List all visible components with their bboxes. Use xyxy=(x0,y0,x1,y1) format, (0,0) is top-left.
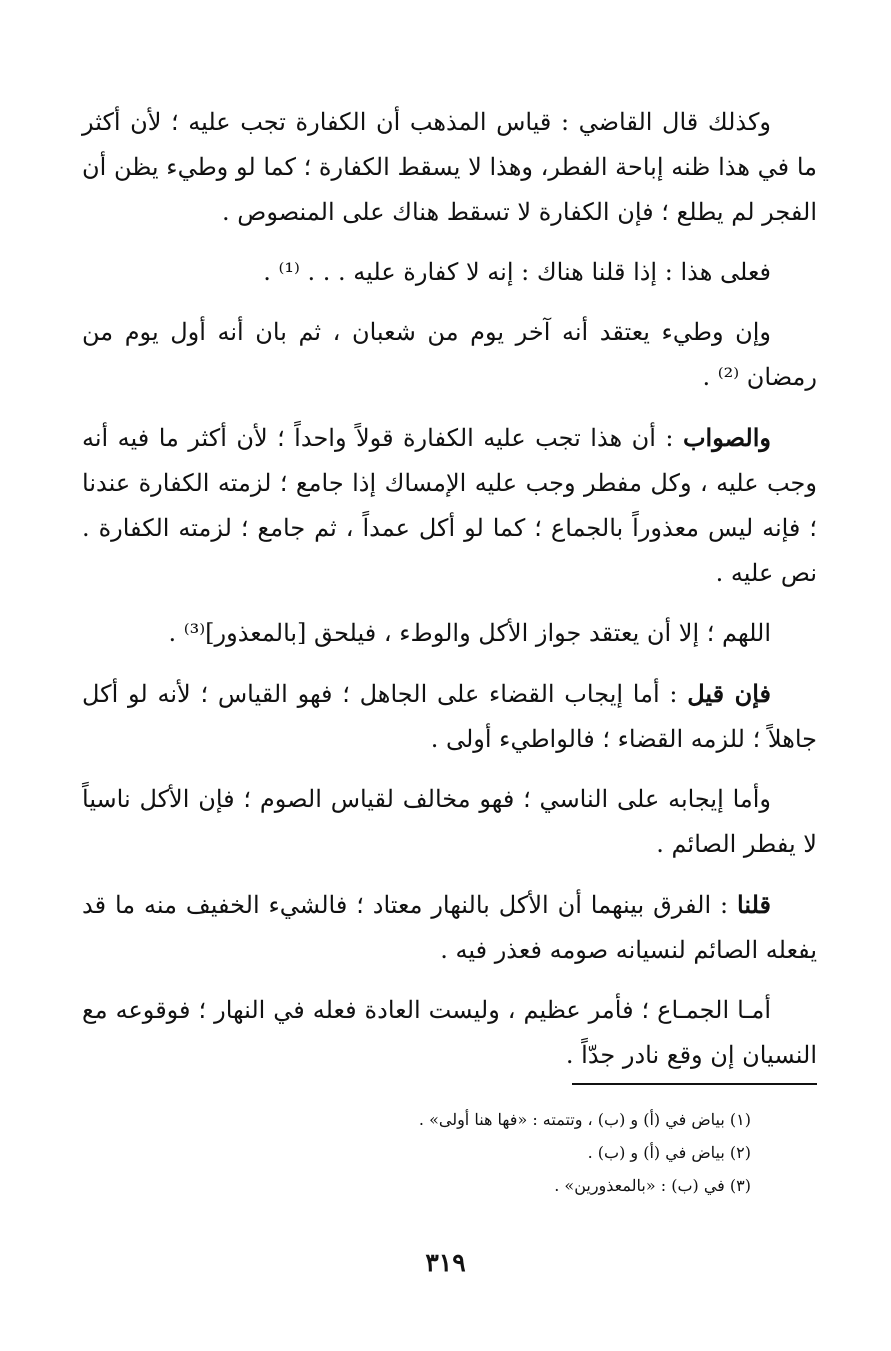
paragraph-8 xyxy=(82,882,817,973)
paragraph-3-text: وإن وطيء يعتقد أنه آخر يوم من شعبان ، ثم بان أنه أول يوم من رمضان ⁽²⁾ . xyxy=(82,318,817,391)
paragraph-4 xyxy=(82,415,817,596)
footnotes xyxy=(191,1103,751,1202)
paragraph-8-lead: قلنا xyxy=(737,890,771,919)
footnote-2: (٢) بياض في (أ) و (ب) . xyxy=(587,1143,751,1162)
paragraph-9 xyxy=(82,988,817,1078)
page-number: ٣١٩ xyxy=(425,1248,466,1277)
paragraph-1-text: وكذلك قال القاضي : قياس المذهب أن الكفارة تجب عليه ؛ لأن أكثر ما في هذا ظنه إباحة الفطر، وهذا لا يسقط الكفارة ؛ كما لو وطيء يظن أن الفجر لم يطلع ؛ فإن الكفارة لا تسقط هناك على المنصوص . xyxy=(82,108,817,226)
paragraph-5-text: اللهم ؛ إلا أن يعتقد جواز الأكل والوطء ، فيلحق [بالمعذور]⁽³⁾ . xyxy=(168,619,771,647)
paragraph-6-lead: فإن قيل xyxy=(687,679,772,708)
paragraph-6 xyxy=(82,671,817,762)
paragraph-4-text: : أن هذا تجب عليه الكفارة قولاً واحداً ؛ لأن أكثر ما فيه أنه وجب عليه ، وكل مفطر وجب عليه الإمساك إذا جامع ؛ لزمته الكفارة عندنا ؛ فإنه ليس معذوراً بالجماع ؛ كما لو أكل عمداً ، ثم جامع ؛ لزمته الكفارة . نص عليه . xyxy=(82,424,817,587)
footnote-1: (١) بياض في (أ) و (ب) ، وتتمته : «فها هنا أولى» . xyxy=(418,1110,751,1129)
footnote-separator xyxy=(572,1083,817,1085)
paragraph-4-lead: والصواب xyxy=(682,423,771,452)
paragraph-7-text: وأما إيجابه على الناسي ؛ فهو مخالف لقياس الصوم ؛ فإن الأكل ناسياً لا يفطر الصائم . xyxy=(82,785,817,858)
paragraph-1 xyxy=(82,100,817,235)
main-text xyxy=(82,100,817,1093)
paragraph-2 xyxy=(82,250,817,295)
paragraph-3 xyxy=(82,310,817,400)
paragraph-5 xyxy=(82,611,817,656)
paragraph-2-text: فعلى هذا : إذا قلنا هناك : إنه لا كفارة عليه . . . ⁽¹⁾ . xyxy=(263,258,771,286)
paragraph-8-text: : الفرق بينهما أن الأكل بالنهار معتاد ؛ فالشيء الخفيف منه ما قد يفعله الصائم لنسيانه صومه فعذر فيه . xyxy=(82,891,817,964)
paragraph-7 xyxy=(82,777,817,867)
paragraph-9-text: أمـا الجمـاع ؛ فأمر عظيم ، وليست العادة فعله في النهار ؛ فوقوعه مع النسيان إن وقع نادر جدّاً . xyxy=(82,996,817,1069)
paragraph-6-text: : أما إيجاب القضاء على الجاهل ؛ فهو القياس ؛ لأنه لو أكل جاهلاً ؛ للزمه القضاء ؛ فالواطيء أولى . xyxy=(82,680,817,753)
footnote-3: (٣) في (ب) : «بالمعذورين» . xyxy=(554,1176,751,1195)
